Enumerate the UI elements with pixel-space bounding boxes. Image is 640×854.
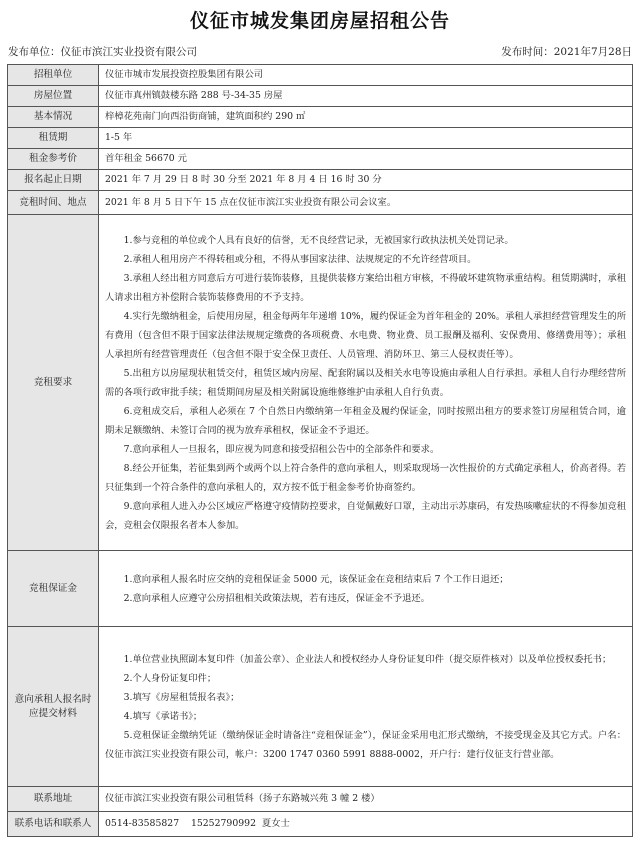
- requirement-item: 6.竞租成交后，承租人必须在 7 个自然日内缴纳第一年租金及履约保证金，同时按照出租方的要求签订房屋租赁合同，逾期未足额缴纳、未签订合同的视为放弃承租权，保证金不予退还。: [105, 405, 626, 436]
- row-address: [8, 787, 633, 812]
- value-basic: 梓樟花苑南门向西沿街商铺，建筑面积约 290 ㎡: [99, 107, 633, 128]
- value-deposit: [99, 551, 633, 627]
- label-contact: 联系电话和联系人: [8, 812, 99, 837]
- row-basic: [8, 107, 633, 128]
- value-location: 仪征市真州镇鼓楼东路 288 号-34-35 房屋: [99, 86, 633, 107]
- requirement-item: 9.意向承租人进入办公区域应严格遵守疫情防控要求，自觉佩戴好口罩，主动出示苏康码，有发热咳嗽症状的不得参加竞租会，竞租会仅限报名者本人参加。: [105, 500, 626, 531]
- material-item: 5.竞租保证金缴纳凭证（缴纳保证金时请备注“竞租保证金”），保证金采用电汇形式缴纳，不接受现金及其它方式。户名：仪征市滨江实业投资有限公司，帐户：3200 1747 0360 5991 8888-0002，开户行：建行仪征支行营业部。: [105, 729, 626, 760]
- value-rent: 首年租金 56670 元: [99, 149, 633, 170]
- notice-table: [7, 64, 633, 837]
- publish-time: 发布时间：2021年7月28日: [501, 46, 632, 58]
- value-requirements: [99, 215, 633, 551]
- label-basic: 基本情况: [8, 107, 99, 128]
- requirement-item: 8.经公开征集，若征集到两个或两个以上符合条件的意向承租人，则采取现场一次性报价的方式确定承租人，价高者得。若只征集到一个符合条件的意向承租人的，双方按不低于租金参考价协商签约。: [105, 462, 626, 493]
- label-unit: 招租单位: [8, 65, 99, 86]
- row-bid-time: [8, 191, 633, 215]
- page-title: 仪征市城发集团房屋招租公告: [189, 10, 450, 32]
- requirement-item: 3.承租人经出租方同意后方可进行装饰装修，且提供装修方案给出租方审核，不得破坏建筑物承重结构。租赁期满时，承租人请求出租方补偿附合装饰装修费用的不予支持。: [105, 272, 626, 303]
- material-item: 4.填写《承诺书》；: [123, 710, 203, 722]
- value-bid-time: 2021 年 8 月 5 日下午 15 点在仪征市滨江实业投资有限公司会议室。: [99, 191, 633, 215]
- label-materials-line2: 应提交材料: [29, 707, 77, 719]
- label-period: 租赁期: [8, 128, 99, 149]
- label-rent: 租金参考价: [8, 149, 99, 170]
- label-signup: 报名起止日期: [8, 170, 99, 191]
- label-requirements: 竞租要求: [8, 215, 99, 551]
- row-materials: [8, 627, 633, 787]
- row-period: [8, 128, 633, 149]
- label-bid-time: 竞租时间、地点: [8, 191, 99, 215]
- row-requirements: [8, 215, 633, 551]
- material-item: 3.填写《房屋租赁报名表》；: [123, 691, 240, 703]
- row-location: [8, 86, 633, 107]
- material-item: 1.单位营业执照副本复印件（加盖公章）、企业法人和授权经办人身份证复印件（提交原件核对）以及单位授权委托书；: [123, 653, 612, 665]
- row-unit: [8, 65, 633, 86]
- row-contact: [8, 812, 633, 837]
- material-item: 2.个人身份证复印件；: [123, 672, 217, 684]
- requirement-item: 2.承租人租用房产不得转租或分租，不得从事国家法律、法规规定的不允许经营项目。: [123, 253, 477, 265]
- label-materials: [8, 627, 99, 787]
- value-contact: 0514-83585827 15252790992 夏女士: [99, 812, 633, 837]
- publisher: 发布单位：仪征市滨江实业投资有限公司: [8, 46, 197, 58]
- value-period: 1-5 年: [99, 128, 633, 149]
- label-address: 联系地址: [8, 787, 99, 812]
- value-signup: 2021 年 7 月 29 日 8 时 30 分至 2021 年 8 月 4 日 16 时 30 分: [99, 170, 633, 191]
- label-deposit: 竞租保证金: [8, 551, 99, 627]
- row-signup: [8, 170, 633, 191]
- value-address: 仪征市滨江实业投资有限公司租赁科（扬子东路城兴苑 3 幢 2 楼）: [99, 787, 633, 812]
- value-materials: [99, 627, 633, 787]
- label-location: 房屋位置: [8, 86, 99, 107]
- value-unit: 仪征市城市发展投资控股集团有限公司: [99, 65, 633, 86]
- requirement-item: 7.意向承租人一旦报名，即应视为同意和接受招租公告中的全部条件和要求。: [123, 443, 440, 455]
- deposit-item: 1.意向承租人报名时应交纳的竞租保证金 5000 元，该保证金在竞租结束后 7 个工作日退还；: [123, 573, 509, 585]
- requirement-item: 4.实行先缴纳租金，后使用房屋，租金每两年年递增 10%，履约保证金为首年租金的 20%。承租人承担经营管理发生的所有费用（包含但不限于国家法律法规规定缴费的各项税费、水电费、物业费、员工报酬及福利、安保费用、修缮费用等）；承租人承担所有经营管理责任（包含但不限于安全保卫责任、人员管理、消防环卫、第三人侵权责任等）。: [105, 310, 626, 360]
- label-materials-line1: 意向承租人报名时: [14, 693, 92, 705]
- deposit-item: 2.意向承租人应遵守公房招租相关政策法规，若有违反，保证金不予退还。: [123, 592, 430, 604]
- row-rent: [8, 149, 633, 170]
- requirement-item: 5.出租方以房屋现状租赁交付，租赁区域内房屋、配套附属以及相关水电等设施由承租人自行承担。承租人自行办理经营所需的各项行政审批手续；租赁期间房屋及相关附属设施维修维护由承租人自行负责。: [105, 367, 626, 398]
- row-deposit: [8, 551, 633, 627]
- requirement-item: 1.参与竞租的单位或个人具有良好的信誉，无不良经营记录，无被国家行政执法机关处罚记录。: [123, 234, 514, 246]
